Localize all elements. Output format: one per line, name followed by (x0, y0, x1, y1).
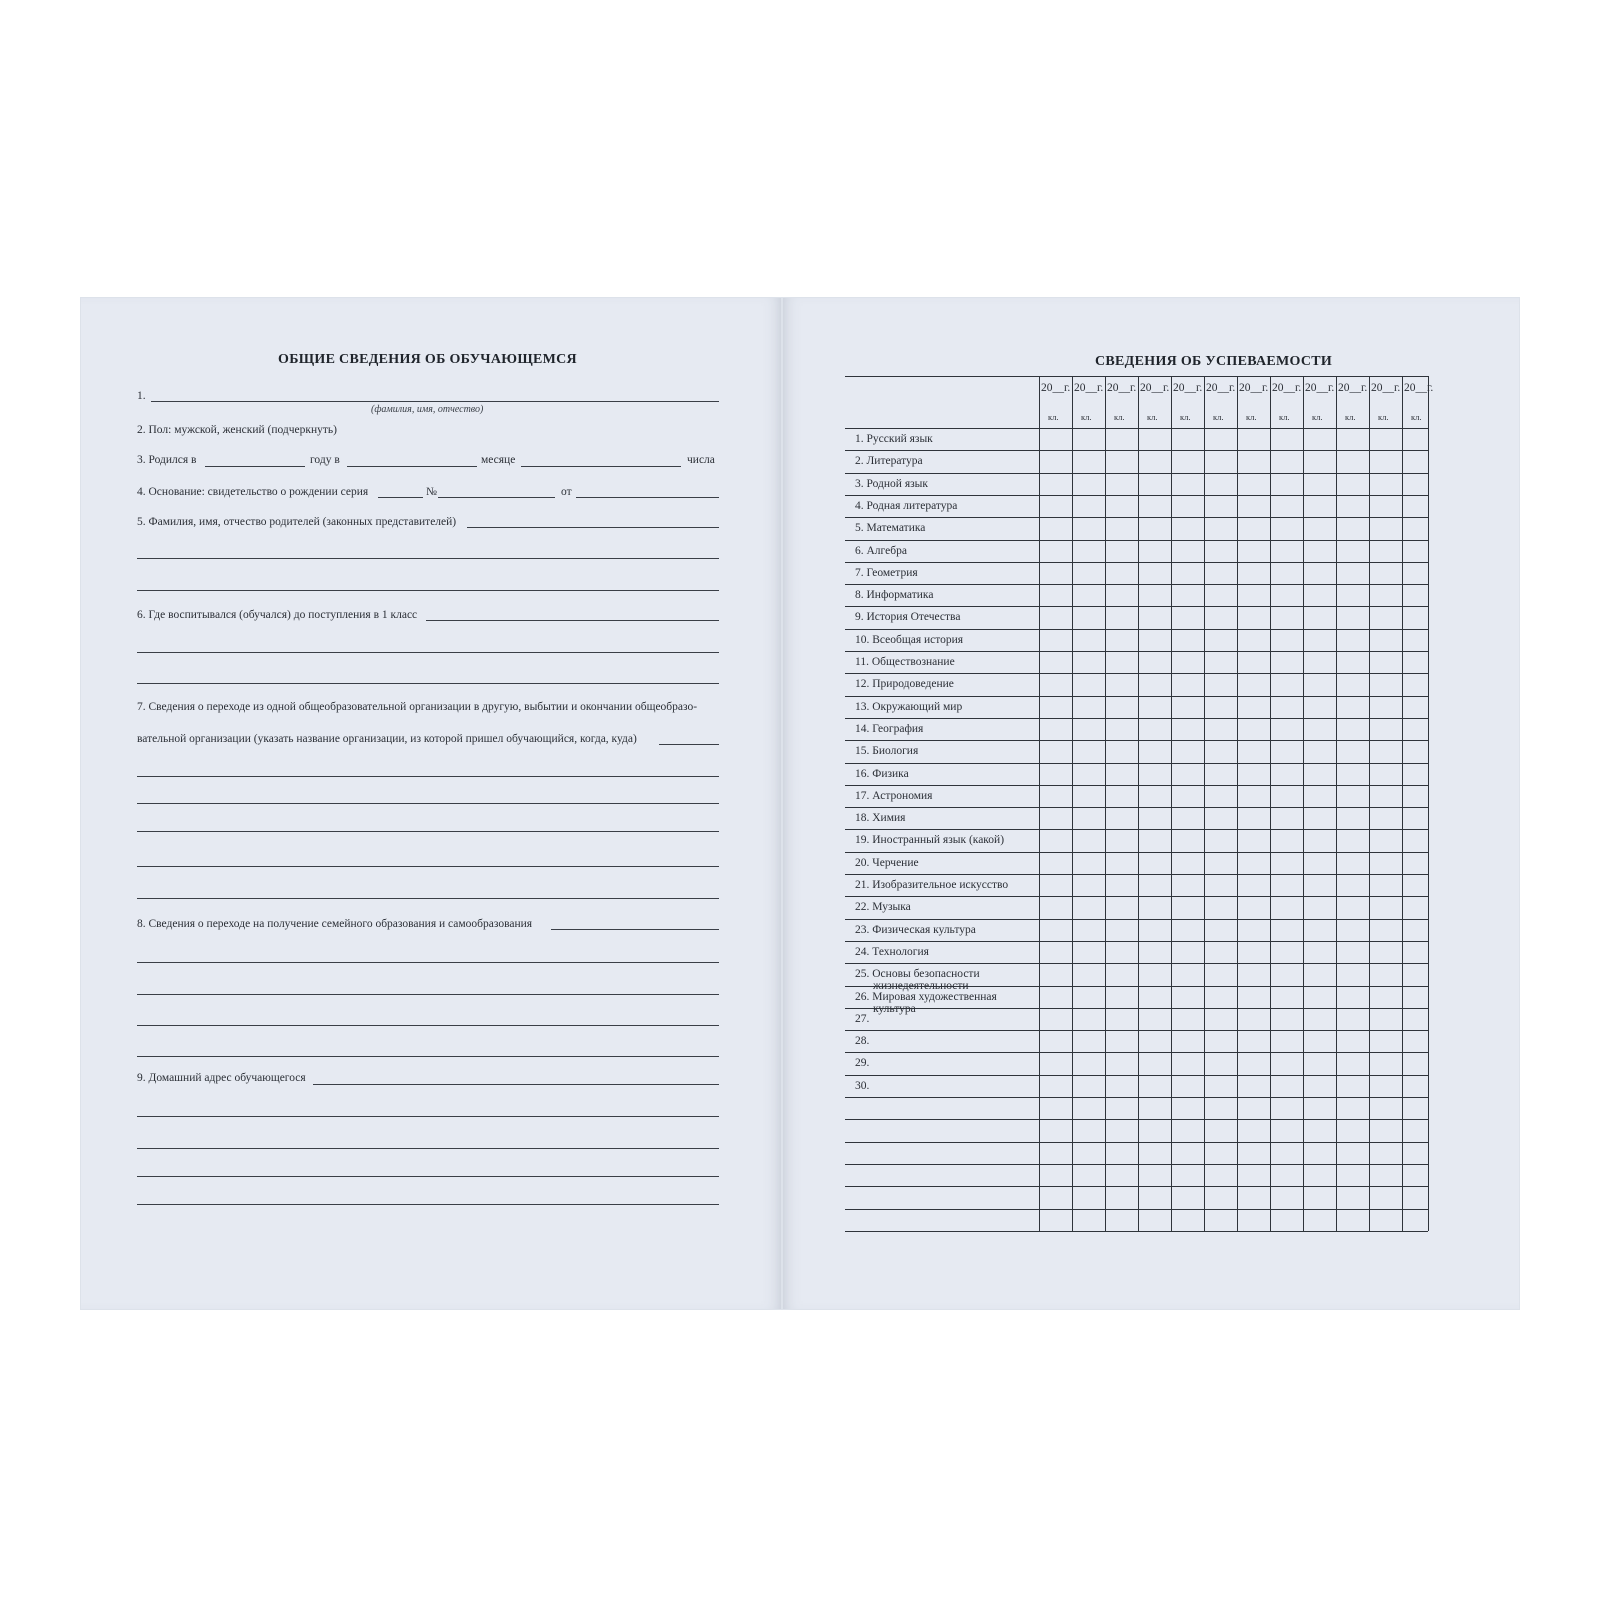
general-info-title: ОБЩИЕ СВЕДЕНИЯ ОБ ОБУЧАЮЩЕМСЯ (278, 352, 577, 367)
table-row-line (845, 763, 1428, 764)
table-column-line (1270, 376, 1271, 1231)
year-header: 20__г. (1404, 382, 1434, 394)
class-header: кл. (1312, 412, 1323, 422)
subject-label: 13. Окружающий мир (855, 700, 963, 713)
document-spread (80, 297, 1520, 1310)
field-4-date-line[interactable] (576, 497, 719, 498)
subject-label: 27. (855, 1012, 870, 1025)
year-header: 20__г. (1140, 382, 1170, 394)
year-header: 20__г. (1272, 382, 1302, 394)
field-9-home-address: 9. Домашний адрес обучающегося (137, 1072, 306, 1084)
field-8-family-education: 8. Сведения о переходе на получение семейного образования и самообразования (137, 918, 533, 930)
class-header: кл. (1048, 412, 1059, 422)
field-3-label-c: месяце (481, 454, 516, 466)
field-7-line-2[interactable] (137, 803, 719, 804)
table-header-border (845, 428, 1428, 429)
table-row-line (845, 450, 1428, 451)
subject-label: 11. Обществознание (855, 656, 955, 668)
subject-label: 17. Астрономия (855, 789, 933, 802)
field-3-day-line[interactable] (521, 466, 681, 467)
table-row-line (845, 651, 1428, 652)
table-row-line (845, 1030, 1428, 1031)
field-3-label-d: числа (687, 454, 715, 466)
table-row-line (845, 874, 1428, 875)
table-row-line (845, 584, 1428, 585)
subject-label: 3. Родной язык (855, 477, 928, 490)
field-9-line-2[interactable] (137, 1148, 719, 1149)
table-row-line (845, 718, 1428, 719)
table-column-line (1336, 376, 1337, 1231)
field-9-line-1[interactable] (137, 1116, 719, 1117)
field-7-line-3[interactable] (137, 831, 719, 832)
table-row-line (845, 673, 1428, 674)
field-4-label-b: № (426, 486, 437, 498)
year-header: 20__г. (1074, 382, 1104, 394)
class-header: кл. (1213, 412, 1224, 422)
subject-label-continuation: культура (873, 1002, 916, 1015)
subject-label: 6. Алгебра (855, 544, 907, 557)
field-2-gender: 2. Пол: мужской, женский (подчеркнуть) (137, 424, 337, 436)
table-row-line (845, 629, 1428, 630)
subject-label: 25. Основы безопасности (855, 968, 980, 981)
table-column-line (1138, 376, 1139, 1231)
year-header: 20__г. (1173, 382, 1203, 394)
table-column-line (1402, 376, 1403, 1231)
year-header: 20__г. (1371, 382, 1401, 394)
field-6-line-0[interactable] (426, 620, 719, 621)
table-row-line (845, 1052, 1428, 1053)
field-5-line-2[interactable] (137, 590, 719, 591)
subject-label: 4. Родная литература (855, 499, 958, 512)
table-row-line (845, 696, 1428, 697)
subject-label: 2. Литература (855, 455, 923, 468)
year-header: 20__г. (1206, 382, 1236, 394)
left-page (80, 297, 782, 1310)
table-row-line (845, 1209, 1428, 1210)
field-7-transfer-line1: 7. Сведения о переходе из одной общеобразовательной организации в другую, выбытии и окончании общеобразо- (137, 701, 698, 713)
year-header: 20__г. (1041, 382, 1071, 394)
class-header: кл. (1081, 412, 1092, 422)
table-row-line (845, 1231, 1428, 1232)
field-9-line-3[interactable] (137, 1176, 719, 1177)
right-page (782, 297, 1520, 1310)
field-3-year-line[interactable] (205, 466, 305, 467)
grades-table (783, 298, 1519, 1309)
year-header: 20__г. (1305, 382, 1335, 394)
table-row-line (845, 1119, 1428, 1120)
table-top-border (845, 376, 1428, 377)
class-header: кл. (1180, 412, 1191, 422)
field-3-month-line[interactable] (347, 466, 477, 467)
field-3-label-b: году в (310, 454, 340, 466)
table-row-line (845, 1075, 1428, 1076)
table-column-line (1105, 376, 1106, 1231)
field-7-line-1[interactable] (137, 776, 719, 777)
table-column-line (1171, 376, 1172, 1231)
field-6-line-2[interactable] (137, 683, 719, 684)
subject-label: 10. Всеобщая история (855, 633, 964, 646)
table-row-line (845, 896, 1428, 897)
table-row-line (845, 1097, 1428, 1098)
table-column-line (1303, 376, 1304, 1231)
subject-label: 20. Черчение (855, 856, 919, 869)
table-row-line (845, 807, 1428, 808)
field-4-label-c: от (561, 486, 572, 498)
table-row-line (845, 1142, 1428, 1143)
table-column-line (1428, 376, 1429, 1231)
table-column-line (1039, 376, 1040, 1231)
subject-label: 28. (855, 1035, 870, 1048)
field-1-number: 1. (137, 390, 146, 402)
subject-label: 19. Иностранный язык (какой) (855, 834, 1005, 847)
performance-title: СВЕДЕНИЯ ОБ УСПЕВАЕМОСТИ (1095, 354, 1333, 369)
field-7-line-0[interactable] (659, 744, 719, 745)
table-row-line (845, 963, 1428, 964)
field-6-line-1[interactable] (137, 652, 719, 653)
table-row-line (845, 941, 1428, 942)
table-row-line (845, 1008, 1428, 1009)
field-8-line-4[interactable] (137, 1056, 719, 1057)
table-row-line (845, 1164, 1428, 1165)
table-column-line (1369, 376, 1370, 1231)
class-header: кл. (1246, 412, 1257, 422)
field-9-line-0[interactable] (313, 1084, 719, 1085)
table-row-line (845, 562, 1428, 563)
field-1-hint: (фамилия, имя, отчество) (371, 404, 484, 415)
field-4-label-a: 4. Основание: свидетельство о рождении серия (137, 486, 369, 498)
subject-label: 5. Математика (855, 522, 926, 535)
class-header: кл. (1411, 412, 1422, 422)
class-header: кл. (1345, 412, 1356, 422)
subject-label: 8. Информатика (855, 589, 934, 602)
subject-label: 21. Изобразительное искусство (855, 879, 1009, 891)
subject-label: 26. Мировая художественная (855, 990, 997, 1003)
subject-label: 14. География (855, 722, 924, 735)
subject-label: 24. Технология (855, 945, 929, 958)
subject-label: 7. Геометрия (855, 566, 918, 579)
table-column-line (1072, 376, 1073, 1231)
field-7-transfer-line2: вательной организации (указать название организации, из которой пришел обучающийся, когда, куда) (137, 733, 637, 745)
table-column-line (1237, 376, 1238, 1231)
table-row-line (845, 740, 1428, 741)
table-row-line (845, 495, 1428, 496)
field-7-line-5[interactable] (137, 898, 719, 899)
field-9-line-4[interactable] (137, 1204, 719, 1205)
field-8-line-2[interactable] (137, 994, 719, 995)
field-4-series-line[interactable] (378, 497, 423, 498)
subject-label: 29. (855, 1057, 870, 1070)
table-row-line (845, 473, 1428, 474)
class-header: кл. (1378, 412, 1389, 422)
subject-label: 23. Физическая культура (855, 923, 976, 936)
table-row-line (845, 1186, 1428, 1187)
table-row-line (845, 919, 1428, 920)
subject-label: 16. Физика (855, 767, 909, 780)
class-header: кл. (1114, 412, 1125, 422)
table-row-line (845, 785, 1428, 786)
year-header: 20__г. (1338, 382, 1368, 394)
field-8-line-0[interactable] (551, 929, 719, 930)
field-4-number-line[interactable] (438, 497, 555, 498)
year-header: 20__г. (1107, 382, 1137, 394)
subject-label-continuation: жизнедеятельности (873, 980, 969, 993)
subject-label: 15. Биология (855, 745, 919, 758)
subject-label: 1. Русский язык (855, 433, 933, 445)
table-row-line (845, 852, 1428, 853)
year-header: 20__г. (1239, 382, 1269, 394)
field-1-line[interactable] (151, 401, 719, 402)
class-header: кл. (1147, 412, 1158, 422)
field-5-line-1[interactable] (137, 558, 719, 559)
field-8-line-1[interactable] (137, 962, 719, 963)
class-header: кл. (1279, 412, 1290, 422)
subject-label: 18. Химия (855, 812, 906, 825)
table-column-line (1204, 376, 1205, 1231)
table-row-line (845, 517, 1428, 518)
table-row-line (845, 606, 1428, 607)
field-5-line-0[interactable] (467, 527, 719, 528)
field-6-before-school: 6. Где воспитывался (обучался) до поступления в 1 класс (137, 609, 418, 621)
subject-label: 30. (855, 1079, 870, 1092)
table-row-line (845, 829, 1428, 830)
field-7-line-4[interactable] (137, 866, 719, 867)
subject-label: 9. История Отечества (855, 611, 961, 624)
field-3-label-a: 3. Родился в (137, 454, 197, 466)
table-row-line (845, 540, 1428, 541)
field-5-parents: 5. Фамилия, имя, отчество родителей (законных представителей) (137, 516, 457, 528)
subject-label: 22. Музыка (855, 901, 911, 914)
field-8-line-3[interactable] (137, 1025, 719, 1026)
subject-label: 12. Природоведение (855, 678, 954, 691)
